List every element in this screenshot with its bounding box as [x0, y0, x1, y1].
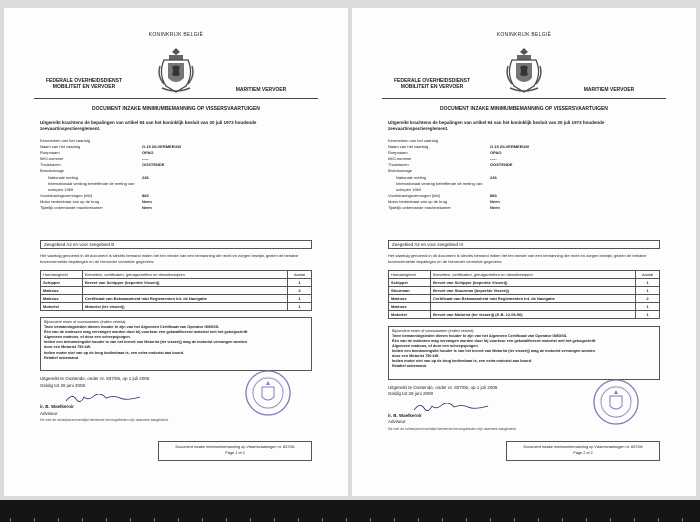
- crew-header-row: [41, 271, 312, 279]
- crew-cell: Stuurman: [389, 287, 431, 295]
- strip-tick: [370, 518, 371, 522]
- ministry-line: MOBILITEIT EN VERVOER: [52, 84, 116, 90]
- spec-label: Nationale meting: [396, 174, 427, 180]
- strip-tick: [154, 518, 155, 522]
- spec-value: O.15 ZILVERMEEUW: [490, 144, 530, 150]
- document-title: DOCUMENT INZAKE MINIMUMBEMANNING OP VISSERSVAARTUIGEN: [92, 106, 260, 112]
- spec-heading: Kenmerken van het vaartuig: [388, 138, 439, 143]
- strip-tick: [106, 518, 107, 522]
- signatory-line: Adviseur: [40, 410, 58, 416]
- legal-basis: Uitgereikt krachtens de bepalingen van artikel 94 van het koninklijk besluit van 20 juli 1973 houdende zeevaartinspectiereglement.: [40, 120, 257, 131]
- crew-cell: Motorist: [389, 311, 431, 319]
- page-number: Page 2 of 2: [573, 451, 593, 455]
- condition-line: Twee bemanningsleden dienen houder te zijn van het Algemeen Certificaat van Operator GMDSS.: [392, 333, 568, 338]
- spec-label: Brutotonnage: [388, 168, 413, 174]
- spec-value: -----: [490, 156, 497, 162]
- conditions-label: Bijzondere eisen of voorwaarden (indien vereist):: [392, 328, 475, 333]
- signatory-line: Adviseur: [388, 419, 406, 425]
- spec-label: Internationaal verdrag betreffende de meting van schepen 1969: [396, 180, 483, 192]
- document-title: DOCUMENT INZAKE MINIMUMBEMANNING OP VISSERSVAARTUIGEN: [440, 106, 608, 112]
- signature: [64, 394, 144, 404]
- crew-row: [389, 295, 660, 303]
- crew-row: [41, 295, 312, 303]
- scanner-bottom-strip: [0, 500, 700, 522]
- crew-row: [389, 311, 660, 319]
- crew-row: [389, 303, 660, 311]
- document-page-1: [4, 8, 348, 496]
- footnote: De met de scheepsvervoerslijst beheerde bevoegdheden zijn daarmee aangesteld.: [388, 426, 517, 431]
- spec-row: [388, 205, 660, 211]
- department-header: MARITIEM VERVOER: [235, 87, 287, 93]
- condition-line: Relatief onbemand.: [44, 355, 80, 360]
- issue-line: Geldig tot 28 juni 2008: [388, 391, 434, 397]
- crew-cell: Motorist (ter visserij): [83, 303, 288, 311]
- header-rule: [34, 98, 318, 99]
- crew-cell: Certificaat van Bekwaamheid mbt Reglementen int. de Navigatie: [83, 295, 288, 303]
- crew-row: [41, 303, 312, 311]
- crew-header-cell: Aantal: [636, 271, 660, 279]
- crew-row: [41, 279, 312, 287]
- vessel-characteristics: [388, 138, 660, 211]
- crew-cell: 1: [288, 295, 312, 303]
- signatory-line: ir. B. Waelkeroir: [40, 404, 74, 409]
- condition-line: Relatief onbemand.: [392, 364, 428, 369]
- spec-label: Tijdelijk onbemande machinekamer: [40, 205, 103, 211]
- condition-line: Twee bemanningsleden dienen houder te zijn van het Algemeen Certificaat van Operator GMDSS.: [44, 325, 220, 330]
- crew-header-row: [389, 271, 660, 279]
- strip-tick: [442, 518, 443, 522]
- spec-label: Nationale meting: [48, 174, 79, 180]
- spec-row: [388, 181, 660, 193]
- condition-line: Indien motor niet van op de brug bedienbaar is, een extra motorist aan boord.: [44, 350, 185, 355]
- crew-table: [388, 270, 660, 319]
- header-rule: [382, 98, 666, 99]
- ministry-header: [34, 78, 134, 90]
- official-seal-icon: [592, 378, 640, 426]
- strip-tick: [34, 518, 35, 522]
- strip-tick: [274, 518, 275, 522]
- crew-cell: Brevet van Stuurman (beperkte Visserij): [431, 287, 636, 295]
- crew-cell: Matroos: [41, 287, 83, 295]
- spec-value: 236: [490, 174, 497, 180]
- crew-cell: 2: [636, 295, 660, 303]
- strip-tick: [634, 518, 635, 522]
- spec-value: 236: [142, 174, 149, 180]
- country-label: KONINKRIJK BELGIË: [148, 32, 204, 38]
- spec-value: Neen: [142, 205, 152, 211]
- condition-line: Één van de matrozen mag vervangen worden door bij voorkeur een gekwalificeerd motorist met het getuigschrift: [392, 338, 596, 343]
- spec-value: Neen: [490, 198, 500, 204]
- condition-line: Indien een bemanningslid houder is van het brevet van Motorist (ter visserij) mag de motorist vervangen worden: [44, 340, 247, 345]
- spec-value: OPAO: [142, 150, 154, 156]
- crew-cell: 1: [636, 287, 660, 295]
- issue-line: Uitgereikt te Oostende, onder nr. 837/06, op 1 juli 2006: [388, 384, 498, 390]
- ministry-line: FEDERALE OVERHEIDSDIENST: [45, 78, 123, 84]
- manning-statement: Het vaartuig genoemd in dit document is slechts bemand indien het ten minste van een bemanning die recht en zorgen bewijst, gezien de behalve bovenvermelde bepalingen en de hieronder vermelde gegevens:: [40, 253, 299, 264]
- vessel-characteristics: [40, 138, 312, 211]
- spec-label: Roepnaam: [40, 150, 60, 156]
- strip-tick: [10, 518, 11, 522]
- country-label: KONINKRIJK BELGIË: [496, 32, 552, 38]
- spec-label: Motor bedienbaar van op de brug: [388, 198, 448, 204]
- spec-value: Neen: [142, 198, 152, 204]
- crew-cell: [431, 303, 636, 311]
- special-conditions-box: [388, 326, 660, 380]
- belgian-coat-of-arms-icon: [504, 46, 544, 94]
- strip-tick: [562, 518, 563, 522]
- spec-value: OOSTENDE: [142, 162, 165, 168]
- crew-cell: [83, 287, 288, 295]
- special-conditions-box: [40, 317, 312, 371]
- crew-cell: Matroos: [389, 303, 431, 311]
- issue-line: Uitgereikt te Oostende, onder nr. 837/06, op 1 juli 2006: [40, 376, 150, 381]
- sea-zone-box: Zeegebied A2 en voor zeegebied III: [388, 240, 660, 249]
- strip-tick: [298, 518, 299, 522]
- crew-row: [389, 287, 660, 295]
- crew-cell: Schipper: [389, 279, 431, 287]
- strip-tick: [250, 518, 251, 522]
- issue-details: [388, 385, 538, 398]
- crew-header-cell: Brevetten, certificaten, getuigschriften en dienstbewijzen: [431, 271, 636, 279]
- strip-tick: [514, 518, 515, 522]
- document-reference: Document inzake minimumbemanning op Vissersvaartuigen nr. 837/06: [175, 445, 295, 449]
- spec-label: Thuishaven: [388, 162, 409, 168]
- document-reference: Document inzake minimumbemanning op Vissersvaartuigen nr. 837/06: [523, 445, 643, 449]
- crew-cell: 1: [288, 303, 312, 311]
- spec-value: -----: [142, 156, 149, 162]
- footnote: De met de scheepsvervoerslijst beheerde bevoegdheden zijn daarmee aangesteld.: [40, 418, 169, 422]
- crew-table: [40, 270, 312, 311]
- sea-zone-box: Zeegebied A2 en voor zeegebied B: [40, 240, 312, 249]
- crew-cell: Motorist: [41, 303, 83, 311]
- crew-cell: 1: [288, 279, 312, 287]
- spec-value: OPAO: [490, 150, 502, 156]
- crew-cell: Brevet van Schipper (beperkte Visserij): [431, 279, 636, 287]
- condition-line: Algemeen matroos, of door een scheepsjongen.: [392, 343, 479, 348]
- document-reference-box: [158, 441, 312, 461]
- crew-header-cell: Hoedanigheid: [389, 271, 431, 279]
- spec-row: [40, 181, 312, 193]
- department-header: MARITIEM VERVOER: [583, 87, 635, 93]
- spec-label: Tijdelijk onbemande machinekamer: [388, 205, 451, 211]
- issue-details: [40, 376, 190, 389]
- spec-label: IMO-nummer: [40, 156, 64, 162]
- condition-line: Indien motor niet van op de brug bedienbaar is, een extra motorist aan boord.: [392, 359, 533, 364]
- crew-cell: 1: [636, 303, 660, 311]
- crew-row: [41, 287, 312, 295]
- crew-header-cell: Brevetten, certificaten, getuigschriften en dienstbewijzen: [83, 271, 288, 279]
- spec-label: Naam van het vaartuig: [388, 144, 429, 150]
- strip-tick: [682, 518, 683, 522]
- spec-label: Thuishaven: [40, 162, 61, 168]
- strip-tick: [58, 518, 59, 522]
- ministry-header: [382, 78, 482, 90]
- ministry-line: MOBILITEIT EN VERVOER: [400, 84, 464, 90]
- crew-cell: Matroos: [41, 295, 83, 303]
- spec-label: Naam van het vaartuig: [40, 144, 81, 150]
- manning-statement: Het vaartuig genoemd in dit document is slechts bemand indien het ten minste van een bemanning die recht en zorgen bewijst, gezien de behalve bovenvermelde bepalingen en de hieronder vermelde gegevens:: [388, 253, 647, 264]
- document-page-2: [352, 8, 696, 496]
- document-reference-box: [506, 441, 660, 461]
- spec-heading: Kenmerken van het vaartuig: [40, 138, 91, 143]
- strip-tick: [226, 518, 227, 522]
- strip-tick: [466, 518, 467, 522]
- crew-row: [389, 279, 660, 287]
- strip-tick: [202, 518, 203, 522]
- condition-line: Indien een bemanningslid houder is van het brevet van Motorist (ter visserij) mag de motorist vervangen worden: [392, 348, 595, 353]
- strip-tick: [178, 518, 179, 522]
- spec-value: 883: [142, 192, 149, 198]
- strip-tick: [586, 518, 587, 522]
- spec-label: Voortstuwingsvermogen (kW): [40, 192, 93, 198]
- condition-line: door een Motorist 750 kW.: [392, 354, 440, 359]
- strip-tick: [130, 518, 131, 522]
- legal-basis: Uitgereikt krachtens de bepalingen van artikel 94 van het koninklijk besluit van 20 juli 1973 houdende zeevaartinspectiereglement.: [388, 120, 605, 131]
- crew-cell: 2: [288, 287, 312, 295]
- page-number: Page 1 of 2: [225, 451, 245, 455]
- spec-label: Internationaal verdrag betreffende de meting van schepen 1969: [48, 180, 135, 192]
- signatory: [40, 404, 190, 417]
- strip-tick: [610, 518, 611, 522]
- spec-value: 883: [490, 192, 497, 198]
- crew-header-cell: Aantal: [288, 271, 312, 279]
- crew-cell: Certificaat van Bekwaamheid mbt Reglementen int. de Navigatie: [431, 295, 636, 303]
- official-seal-icon: [244, 369, 292, 417]
- condition-line: Één van de matrozen mag vervangen worden door bij voorkeur een gekwalificeerd motorist met het getuigschrift: [44, 330, 248, 335]
- signature: [412, 403, 492, 413]
- signatory: [388, 413, 538, 426]
- spec-label: Brutotonnage: [40, 168, 65, 174]
- spec-label: Roepnaam: [388, 150, 408, 156]
- crew-cell: 1: [636, 311, 660, 319]
- crew-cell: Matroos: [389, 295, 431, 303]
- issue-line: Geldig tot 28 juni 2008: [40, 382, 86, 388]
- spec-value: Neen: [490, 205, 500, 211]
- condition-line: Algemeen matroos, of door een scheepsjongen.: [44, 335, 131, 340]
- spec-row: [40, 205, 312, 211]
- ministry-line: FEDERALE OVERHEIDSDIENST: [393, 78, 471, 84]
- crew-cell: Brevet van Schipper (beperkte Visserij): [83, 279, 288, 287]
- strip-tick: [346, 518, 347, 522]
- spec-value: OOSTENDE: [490, 162, 513, 168]
- spec-label: Voortstuwingsvermogen (kW): [388, 192, 441, 198]
- strip-tick: [394, 518, 395, 522]
- conditions-label: Bijzondere eisen of voorwaarden (indien vereist):: [44, 320, 127, 324]
- crew-cell: Schipper: [41, 279, 83, 287]
- strip-tick: [82, 518, 83, 522]
- spec-value: O.15 ZILVERMEEUW: [142, 144, 182, 150]
- strip-tick: [538, 518, 539, 522]
- crew-cell: Brevet van Motorist (ter visserij) (K.B. 12.06.96): [431, 311, 636, 319]
- signatory-line: ir. B. Waelkeroir: [388, 412, 422, 418]
- spec-label: Motor bedienbaar van op de brug: [40, 198, 100, 204]
- strip-tick: [418, 518, 419, 522]
- strip-tick: [490, 518, 491, 522]
- belgian-coat-of-arms-icon: [156, 46, 196, 94]
- crew-cell: 1: [636, 279, 660, 287]
- condition-line: door een Motorist 750 kW.: [44, 345, 92, 350]
- strip-tick: [322, 518, 323, 522]
- crew-header-cell: Hoedanigheid: [41, 271, 83, 279]
- spec-label: IMO-nummer: [388, 156, 412, 162]
- strip-tick: [658, 518, 659, 522]
